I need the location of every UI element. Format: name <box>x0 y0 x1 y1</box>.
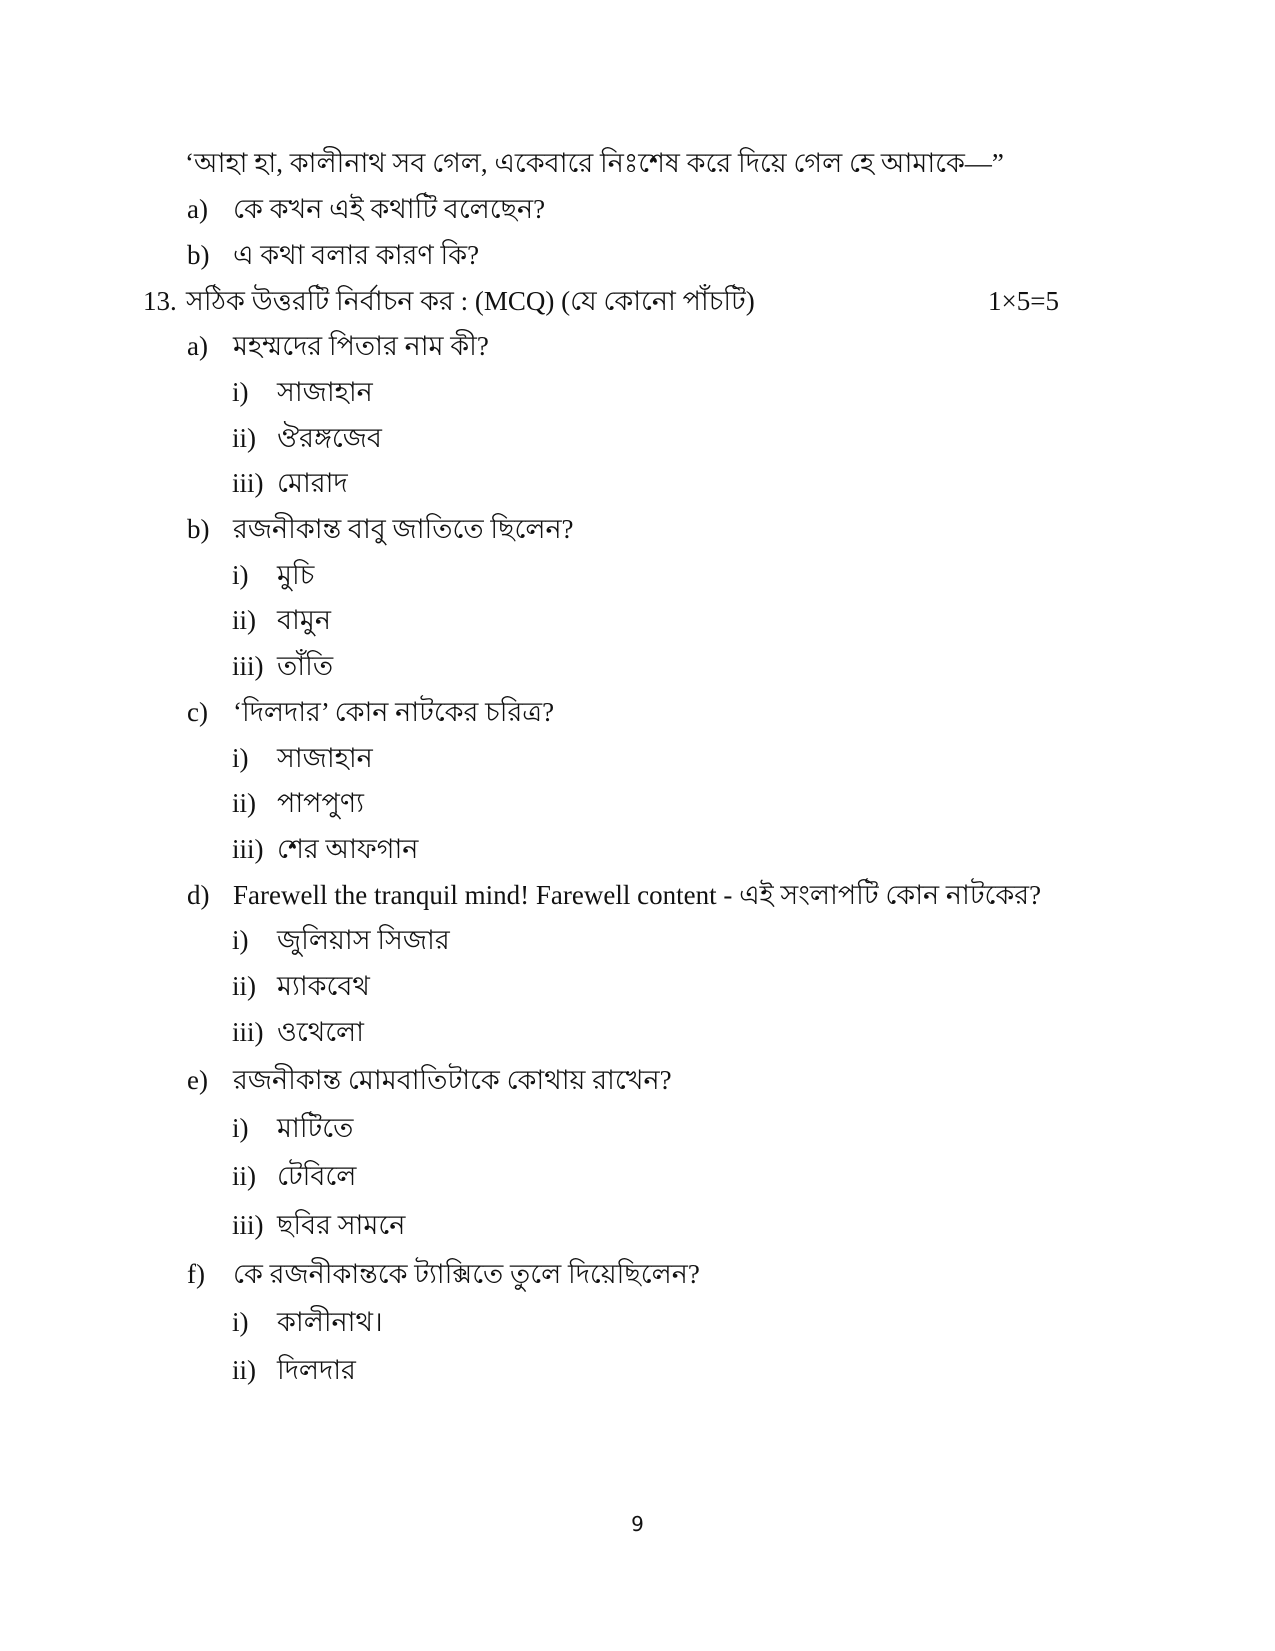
option <box>232 1015 364 1049</box>
mcq-question-d <box>187 878 1041 912</box>
mcq-question-f <box>187 1257 700 1291</box>
option-text: জুলিয়াস সিজার <box>277 925 450 955</box>
question-text: Farewell the tranquil mind! Farewell content - এই সংলাপটি কোন নাটকের? <box>233 880 1042 910</box>
mcq-question-b <box>187 512 574 546</box>
option-text: মাটিতে <box>277 1113 354 1143</box>
question-text: ‘দিলদার’ কোন নাটকের চরিত্র? <box>233 697 555 727</box>
option-label: i) <box>232 1307 249 1337</box>
question-text: রজনীকান্ত মোমবাতিটাকে কোথায় রাখেন? <box>233 1065 672 1095</box>
option <box>232 1159 356 1193</box>
option-text: মোরাদ <box>277 468 348 498</box>
option-label: i) <box>232 1113 249 1143</box>
question-13-heading <box>143 284 755 318</box>
option <box>232 1111 353 1145</box>
option-text: ঔরঙ্গজেব <box>277 423 382 453</box>
question-text: কে কখন এই কথাটি বলেছেন? <box>233 194 546 224</box>
option-label: iii) <box>232 1017 264 1047</box>
question-text: এ কথা বলার কারণ কি? <box>233 240 480 270</box>
mcq-question-e <box>187 1063 672 1097</box>
option <box>232 832 418 866</box>
option-text: টেবিলে <box>277 1161 357 1191</box>
option-label: i) <box>232 743 249 773</box>
option <box>232 741 373 775</box>
question-label: b) <box>187 240 210 270</box>
option-label: ii) <box>232 971 256 1001</box>
option <box>232 558 314 592</box>
option-label: ii) <box>232 423 256 453</box>
option <box>232 923 450 957</box>
option <box>232 421 382 455</box>
option <box>232 649 333 683</box>
marks: 1×5=5 <box>988 286 1059 316</box>
option <box>232 969 370 1003</box>
question-label: c) <box>187 697 208 727</box>
option-label: iii) <box>232 468 264 498</box>
option <box>232 375 373 409</box>
option-label: i) <box>232 560 249 590</box>
option-text: মুচি <box>277 560 315 590</box>
option-text: বামুন <box>277 605 331 635</box>
question-label: b) <box>187 514 210 544</box>
option-label: i) <box>232 925 249 955</box>
option-label: ii) <box>232 605 256 635</box>
question-text: মহম্মদের পিতার নাম কী? <box>233 331 489 361</box>
option <box>232 603 331 637</box>
option <box>232 1305 383 1339</box>
option-text: ওথেলো <box>277 1017 365 1047</box>
option-text: দিলদার <box>277 1355 356 1385</box>
question-label: d) <box>187 880 210 910</box>
page-number: 9 <box>631 1512 644 1536</box>
option <box>232 466 348 500</box>
option-text: তাঁতি <box>277 651 334 681</box>
mcq-question-c <box>187 695 554 729</box>
option-text: সাজাহান <box>277 743 373 773</box>
question-title: সঠিক উত্তরটি নির্বাচন কর : (MCQ) (যে কোনো পাঁচটি) <box>186 286 755 316</box>
question-label: a) <box>187 331 208 361</box>
option-label: ii) <box>232 1355 256 1385</box>
option-label: iii) <box>232 651 264 681</box>
question-label: f) <box>187 1259 205 1289</box>
quote-question-b <box>187 238 479 272</box>
option-text: ম্যাকবেথ <box>277 971 370 1001</box>
option-label: i) <box>232 377 249 407</box>
option-text: পাপপুণ্য <box>277 788 364 818</box>
option-label: iii) <box>232 1210 264 1240</box>
quote-text: ‘আহা হা, কালীনাথ সব গেল, একেবারে নিঃশেষ করে দিয়ে গেল হে আমাকে—” <box>185 148 1004 178</box>
option-label: ii) <box>232 1161 256 1191</box>
option-text: ছবির সামনে <box>277 1210 406 1240</box>
option <box>232 786 364 820</box>
question-text: কে রজনীকান্তকে ট্যাক্সিতে তুলে দিয়েছিলেন? <box>233 1259 700 1289</box>
question-text: রজনীকান্ত বাবু জাতিতে ছিলেন? <box>233 514 574 544</box>
option-label: ii) <box>232 788 256 818</box>
question-number: 13. <box>143 286 177 316</box>
option <box>232 1208 405 1242</box>
quote-question-a <box>187 192 545 226</box>
question-label: e) <box>187 1065 208 1095</box>
option-text: শের আফগান <box>277 834 419 864</box>
question-label: a) <box>187 194 208 224</box>
mcq-question-a <box>187 329 489 363</box>
option-text: সাজাহান <box>277 377 373 407</box>
option <box>232 1353 356 1387</box>
option-text: কালীনাথ। <box>277 1307 383 1337</box>
option-label: iii) <box>232 834 264 864</box>
